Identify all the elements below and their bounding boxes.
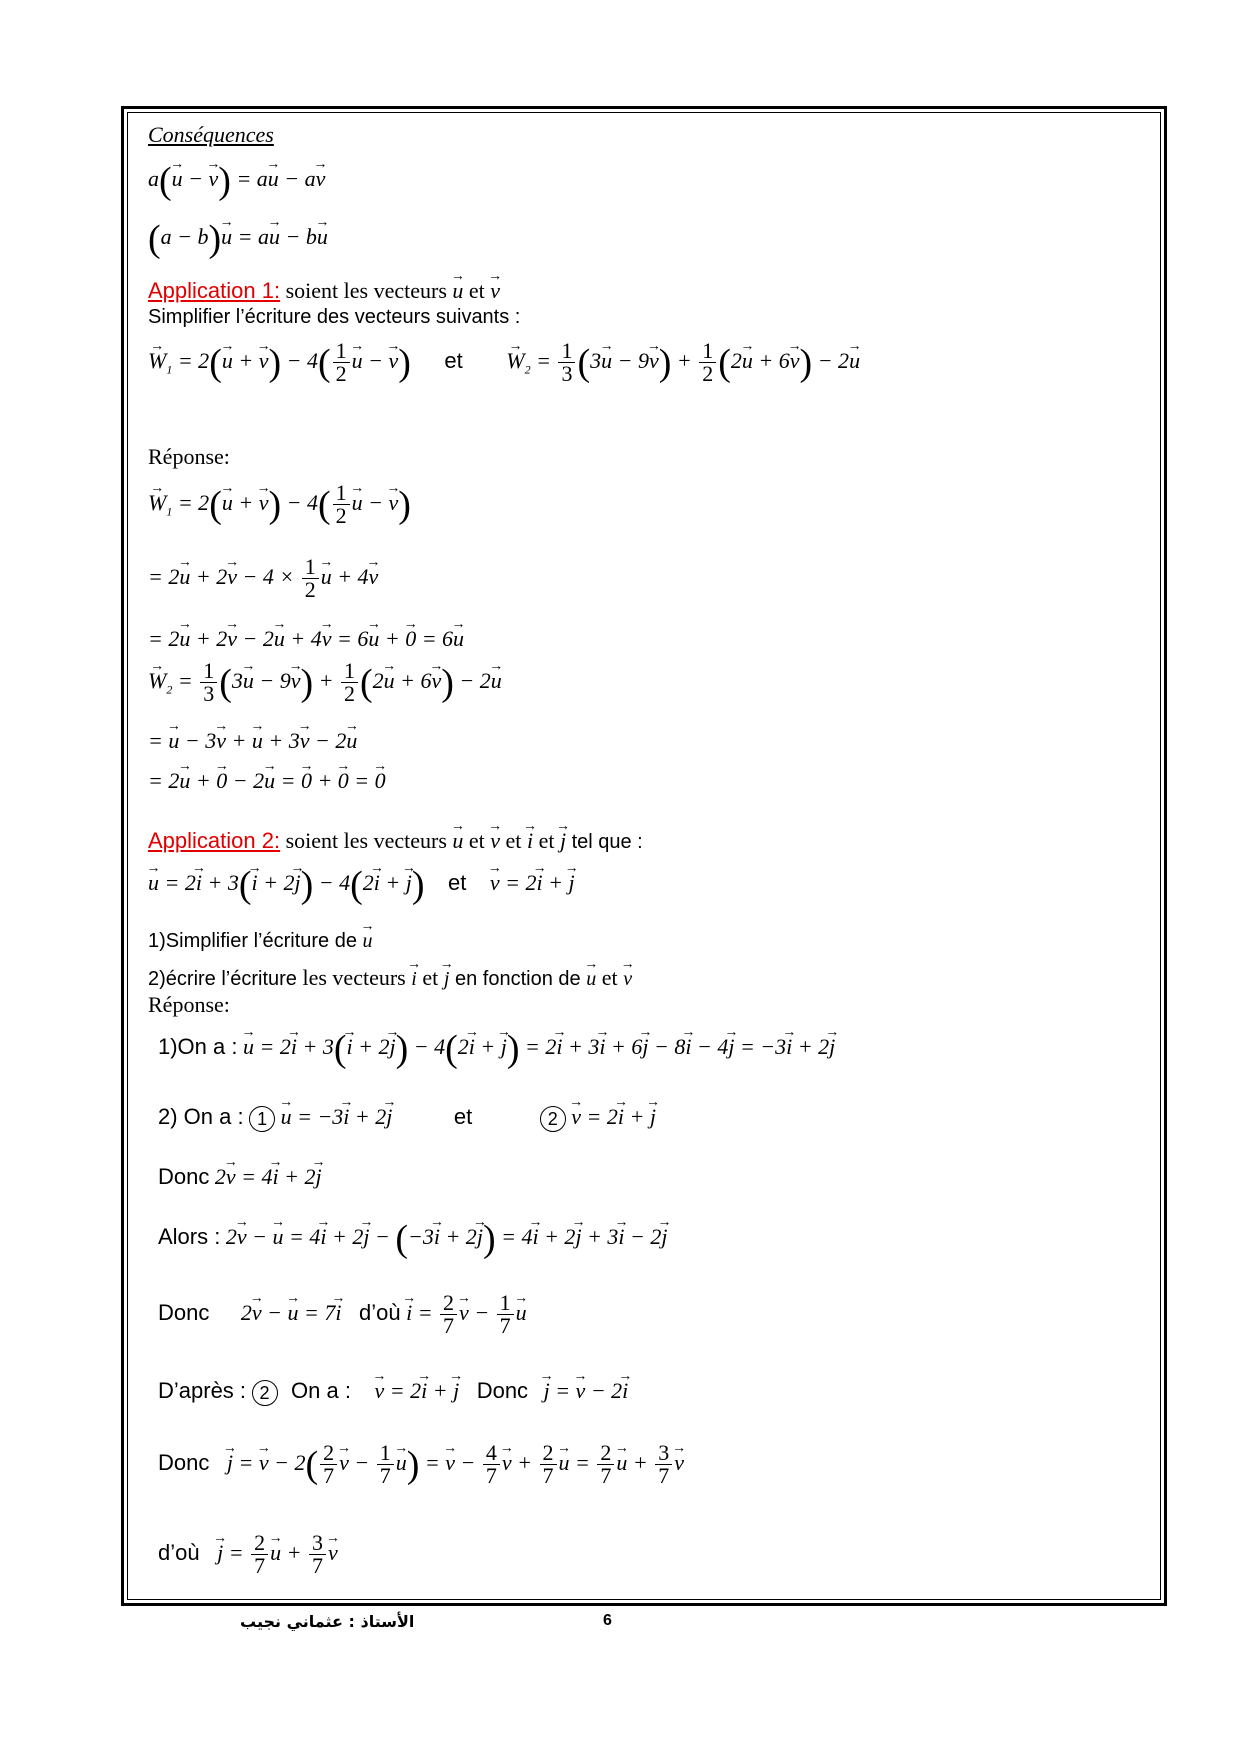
app2-r2-label: 2) On a : xyxy=(158,1104,244,1129)
app1-line-6: = 2→ u + → 0 − 2→ u = → 0 + → 0 = → 0 xyxy=(148,760,386,796)
dou-label-2: d’où xyxy=(158,1540,200,1565)
app1-task: Simplifier l’écriture des vecteurs suivants : xyxy=(148,306,521,328)
app1-line-5: = → u − 3→ v + → u + 3→ v − 2→ u xyxy=(148,720,357,756)
app1-statement: → $W_1 = 2(\to u$ + → v) − 4( $\frac{1}{2}$ → u − → v) et → $W_2$ = $\frac{1}{3}$ (3→ u − 9→ v) + $\frac{1}{2}$ (2→ u + 6→ v) − 2→ u xyxy=(148,340,860,385)
app1-line-4: → $W_2$ = $\frac{1}{3}$ (3→ u − 9→ v) + $\frac{1}{2}$ (2→ u + 6→ v) − 2→ u xyxy=(148,660,502,705)
app2-dapres: D’après : 2 On a : → v = 2→ i + → j Donc → j = → v − 2→ i xyxy=(158,1370,628,1406)
app1-et: et xyxy=(444,348,463,373)
app1-line-2: = 2→ u + 2→ v − 4 × $\frac{1}{2}$ → u + 4→ v xyxy=(148,556,378,601)
donc-label-2: Donc xyxy=(158,1300,210,1325)
app2-r1-label: 1)On a : xyxy=(158,1034,238,1059)
app2-definition: → u = 2→ i + 3(→ i + 2→ j) − 4(2→ i + → j) et → v = 2→ i + → j xyxy=(148,862,575,900)
alors-label: Alors : xyxy=(158,1224,221,1249)
app2-r2-et: et xyxy=(453,1104,473,1129)
app1-reponse: Réponse: xyxy=(148,444,230,469)
app2-answer-2: 2) On a : 1 → u = −3→ i + 2→ j et 2 → v = 2→ i + → j xyxy=(158,1096,656,1132)
app2-reponse: Réponse: xyxy=(148,992,230,1017)
donc-label-4: Donc xyxy=(158,1450,210,1475)
app2-alors: Alors : 2→ v − → u = 4→ i + 2→ j − (−3→ i + 2→ j) = 4→ i + 2→ j + 3→ i − 2→ j xyxy=(158,1216,668,1254)
app2-final: d’où → j = $\frac{2}{7}$ → u + $\frac{3}{7}$ → v xyxy=(158,1532,338,1577)
circle-marker-1: 1 xyxy=(249,1106,275,1132)
app2-label: Application 2: xyxy=(148,828,281,853)
donc-label-3: Donc xyxy=(476,1378,529,1403)
footer-teacher-name: الأستاذ : عثماني نجيب xyxy=(240,1612,415,1631)
app2-donc-2: Donc 2→ v − → u = 7→ i d’où → i = $\frac{2}{7}$ → v − $\frac{1}{7}$ → u xyxy=(158,1292,527,1337)
footer-page-number: 6 xyxy=(603,1612,612,1629)
app2-header xyxy=(148,820,643,857)
consequence-1: a(→ u − → v) = a→ u − a→ v xyxy=(148,158,325,196)
app2-question-1: 1)Simplifier l’écriture de → u xyxy=(148,920,373,956)
app2-et: et xyxy=(448,870,467,895)
consequence-2: (a − b)→ u = a→ u − b→ u xyxy=(148,216,328,254)
app1-label: Application 1: xyxy=(148,278,281,303)
consequences-title: Conséquences xyxy=(148,122,274,147)
ona-label: On a : xyxy=(291,1378,351,1403)
app1-intro: soient les vecteurs → u et → v xyxy=(286,278,500,303)
dapres-label: D’après : xyxy=(158,1378,247,1403)
dou-label-1: d’où xyxy=(358,1300,401,1325)
app1-line-1: → $W_1 = 2(\to u$ + → v) − 4( $\frac{1}{2}$ → u − → v) xyxy=(148,482,411,527)
app2-intro: soient les vecteurs → u et → v et → i et → j tel que : xyxy=(286,828,643,853)
app1-header xyxy=(148,270,500,306)
circle-marker-3: 2 xyxy=(252,1380,278,1406)
app2-answer-1: 1)On a : → u = 2→ i + 3(→ i + 2→ j) − 4(2→ i + → j) = 2→ i + 3→ i + 6→ j − 8→ i − 4→ j = −3→ i + 2→ j xyxy=(158,1026,835,1064)
app2-donc-1: Donc 2→ v = 4→ i + 2→ j xyxy=(158,1156,322,1192)
donc-label-1: Donc xyxy=(158,1164,210,1189)
app1-line-3: = 2→ u + 2→ v − 2→ u + 4→ v = 6→ u + → 0 = 6→ u xyxy=(148,618,464,654)
app2-question-2: 2)écrire l’écriture les vecteurs → i et → j en fonction de → u et → v xyxy=(148,958,632,994)
circle-marker-2: 2 xyxy=(540,1106,566,1132)
app2-donc-3: Donc → j = → v − 2( $\frac{2}{7}$ → v − $\frac{1}{7}$ → u) = → v − $\frac{4}{7}$ → v + $\frac{2}{7}$ → u = $\frac{2}{7}$ → u + $\frac{3}{7}$ → v xyxy=(158,1442,684,1487)
